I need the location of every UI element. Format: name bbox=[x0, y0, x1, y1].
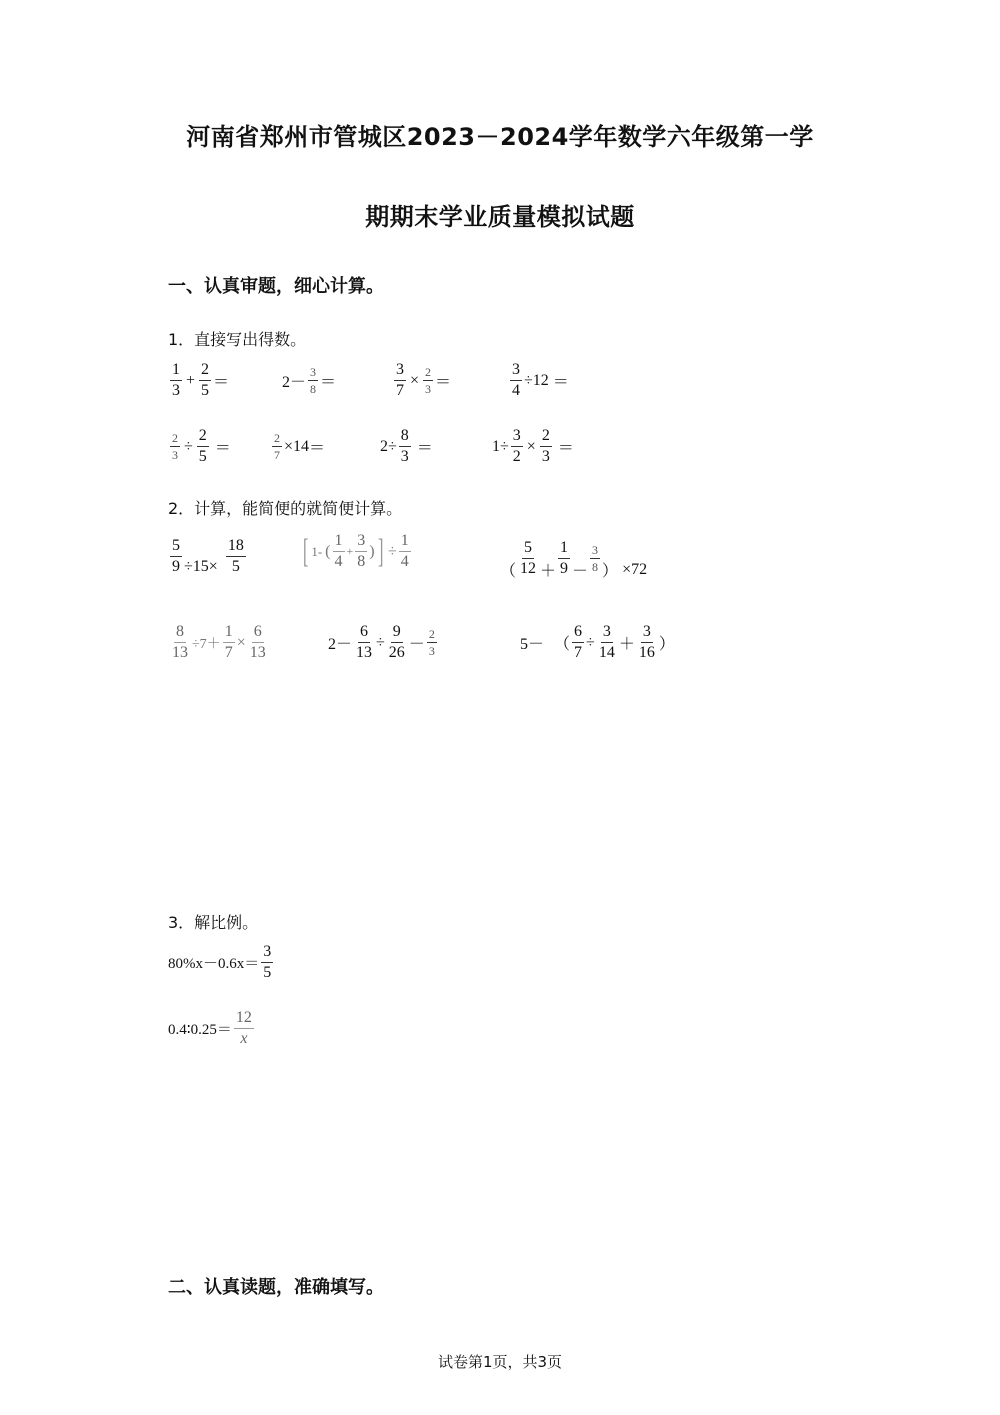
q2-row2-expr3: 5－ （ $\frac{6}{7}$ ÷ $\frac{3}{14}$ ＋ $\frac{3}{16}$ ） bbox=[520, 623, 675, 661]
q3-expr2: 0.4∶0.25＝ $\frac{12}{x}$ bbox=[168, 1009, 252, 1047]
fraction: $\frac{3}{8}$ bbox=[310, 365, 317, 396]
page-footer: 试卷第1页，共3页 bbox=[437, 1353, 563, 1371]
q3-expr1: 80%x－0.6x＝ $\frac{3}{5}$ bbox=[168, 943, 272, 981]
fraction: $\frac{3}{5}$ bbox=[263, 943, 272, 981]
fraction: $\frac{6}{13}$ bbox=[356, 623, 373, 661]
fraction: $\frac{5}{12}$ bbox=[520, 539, 537, 577]
fraction: $\frac{18}{5}$ bbox=[227, 536, 244, 575]
fraction: $\frac{1}{4}$ bbox=[334, 532, 343, 570]
left-square-bracket: [ bbox=[302, 532, 309, 570]
fraction: $\frac{1}{3}$ bbox=[172, 361, 180, 399]
q1-label: 1．直接写出得数。 bbox=[168, 330, 307, 349]
fraction: $\frac{2}{3}$ bbox=[428, 627, 435, 658]
fraction: $\frac{2}{3}$ bbox=[541, 427, 550, 465]
fraction: $\frac{8}{13}$ bbox=[172, 623, 188, 661]
q1-row1-expr3: $\frac{3}{7}$ × $\frac{2}{3}$ ＝ bbox=[396, 361, 452, 399]
fraction: $\frac{2}{3}$ bbox=[172, 431, 178, 462]
fraction: $\frac{6}{13}$ bbox=[249, 623, 266, 661]
fraction: $\frac{1}{9}$ bbox=[560, 539, 569, 577]
q2-row2-expr2: 2－ $\frac{6}{13}$ ÷ $\frac{9}{26}$ － $\frac{2}{3}$ bbox=[328, 623, 435, 661]
fraction: $\frac{3}{4}$ bbox=[512, 361, 520, 399]
q2-row1-expr1: $\frac{5}{9}$ ÷15× $\frac{18}{5}$ bbox=[172, 536, 244, 575]
fraction: $\frac{1}{4}$ bbox=[400, 532, 409, 570]
q1-row2-expr4: 1÷ $\frac{3}{2}$ × $\frac{2}{3}$ ＝ bbox=[492, 427, 574, 465]
fraction: $\frac{2}{5}$ bbox=[198, 427, 207, 465]
fraction: $\frac{12}{x}$ bbox=[235, 1009, 252, 1047]
q1-row1-expr1: $\frac{1}{3}$ + $\frac{2}{5}$ ＝ bbox=[172, 361, 230, 399]
q1-row2-expr3: 2÷ $\frac{8}{3}$ ＝ bbox=[380, 427, 433, 465]
section2-heading: 二、认真读题，准确填写。 bbox=[168, 1277, 384, 1298]
fraction: $\frac{2}{5}$ bbox=[201, 361, 210, 399]
fraction: $\frac{2}{7}$ bbox=[274, 431, 280, 462]
q1-row1-expr2: 2－ $\frac{3}{8}$ ＝ bbox=[282, 365, 337, 396]
fraction: $\frac{6}{7}$ bbox=[574, 623, 583, 661]
q3-label: 3．解比例。 bbox=[168, 913, 259, 932]
q2-label: 2．计算，能简便的就简便计算。 bbox=[168, 499, 403, 518]
fraction: $\frac{2}{3}$ bbox=[425, 365, 432, 396]
fraction: $\frac{3}{7}$ bbox=[396, 361, 404, 399]
fraction: $\frac{3}{8}$ bbox=[592, 543, 599, 574]
fraction: $\frac{3}{16}$ bbox=[638, 623, 655, 661]
q1-row2-expr2: $\frac{2}{7}$ ×14 ＝ bbox=[274, 431, 326, 462]
fraction: $\frac{8}{3}$ bbox=[400, 427, 409, 465]
q2-row2-expr1: $\frac{8}{13}$ ÷7＋ $\frac{1}{7}$ × $\frac{6}{13}$ bbox=[172, 623, 266, 661]
exam-title-line1: 河南省郑州市管城区2023－2024学年数学六年级第一学 bbox=[186, 123, 814, 151]
fraction: $\frac{5}{9}$ bbox=[172, 536, 180, 575]
right-square-bracket: ] bbox=[377, 532, 384, 570]
q1-row1-expr4: $\frac{3}{4}$ ÷12 ＝ bbox=[512, 361, 569, 399]
fraction: $\frac{3}{8}$ bbox=[357, 532, 366, 570]
q1-row2-expr1: $\frac{2}{3}$ ÷ $\frac{2}{5}$ ＝ bbox=[172, 427, 231, 465]
exam-title-line2: 期期末学业质量模拟试题 bbox=[365, 203, 635, 231]
fraction: $\frac{3}{14}$ bbox=[598, 623, 615, 661]
fraction: $\frac{9}{26}$ bbox=[388, 623, 405, 661]
section1-heading: 一、认真审题，细心计算。 bbox=[168, 276, 384, 297]
q2-row1-expr3: （ $\frac{5}{12}$ ＋ $\frac{1}{9}$ － $\frac{3}{8}$ ） ×72 bbox=[500, 539, 648, 580]
fraction: $\frac{3}{2}$ bbox=[512, 427, 521, 465]
q2-row1-expr2: [ 1- ( $\frac{1}{4}$ + $\frac{3}{8}$ ) ] ÷ $\frac{1}{4}$ bbox=[302, 532, 409, 570]
fraction: $\frac{1}{7}$ bbox=[224, 623, 233, 661]
